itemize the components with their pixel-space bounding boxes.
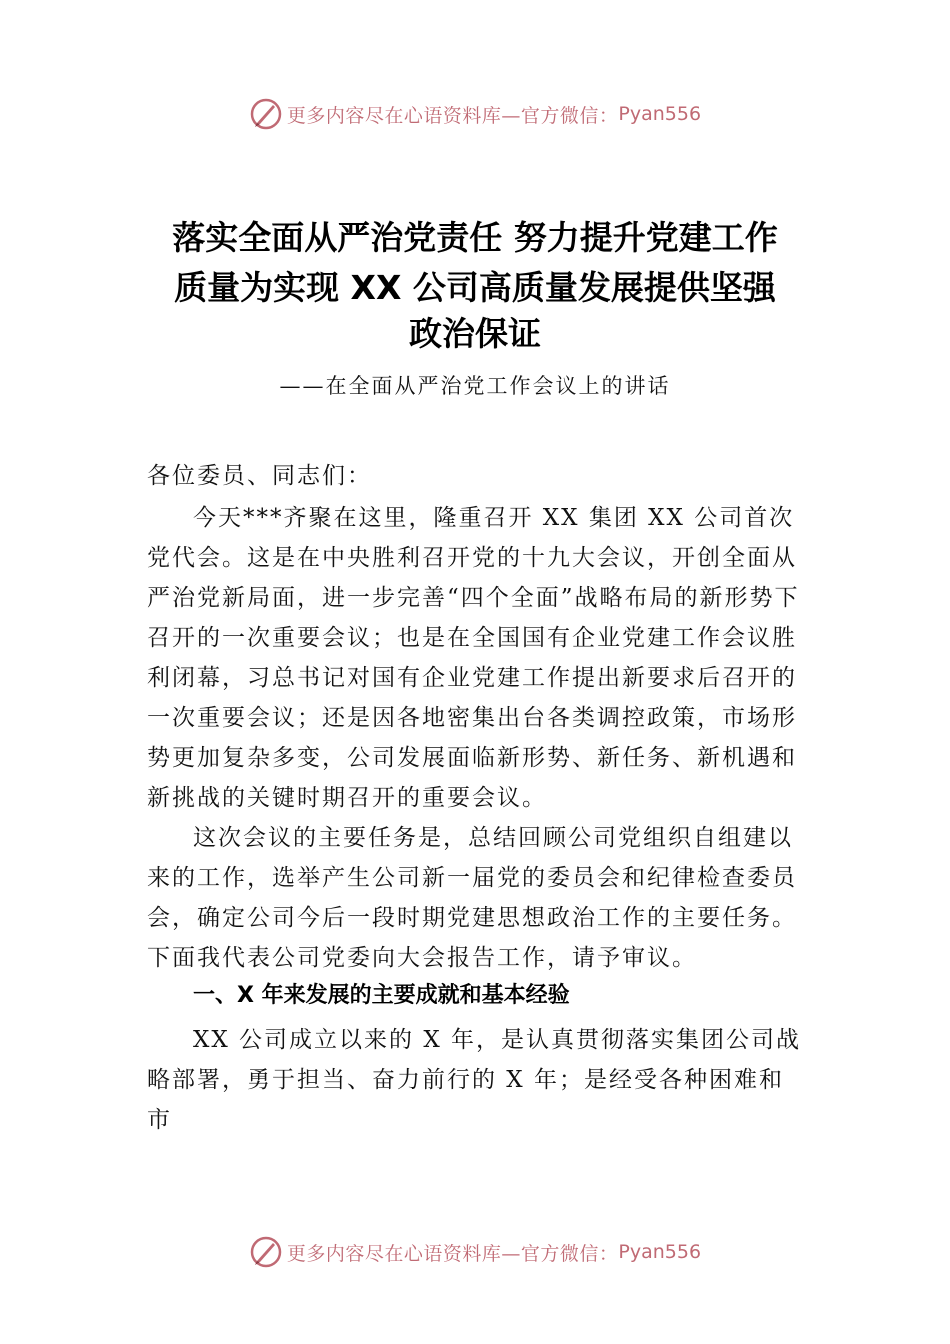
document-subtitle: ——在全面从严治党工作会议上的讲话 [279, 374, 671, 398]
quill-pen-logo-icon [249, 97, 283, 131]
quill-pen-logo-icon [249, 1235, 283, 1269]
paragraph-2: 这次会议的主要任务是，总结回顾公司党组织自组建以来的工作，选举产生公司新一届党的委员会和纪律检查委员会，确定公司今后一段时期党建思想政治工作的主要任务。下面我代表公司党委向大会报告工作，请予审议。 [147, 825, 797, 971]
watermark-banner-top [0, 94, 950, 134]
watermark-text: 更多内容尽在心语资料库—官方微信： [286, 1242, 619, 1265]
section-heading-1: 一、X 年来发展的主要成就和基本经验 [193, 983, 570, 1008]
watermark-text: 更多内容尽在心语资料库—官方微信： [286, 104, 619, 127]
wechat-id: Pyan556 [618, 103, 702, 125]
document-title-line3: 政治保证 [409, 314, 541, 353]
paragraph-1: 今天***齐聚在这里，隆重召开 XX 集团 XX 公司首次党代会。这是在中央胜利召开党的十九大会议，开创全面从严治党新局面，进一步完善“四个全面”战略布局的新形势下召开的一次重要会议；也是在全国国有企业党建工作会议胜利闭幕，习总书记对国有企业党建工作提出新要求后召开的一次重要会议；还是因各地密集出台各类调控政策，市场形势更加复杂多变，公司发展面临新形势、新任务、新机遇和新挑战的关键时期召开的重要会议。 [147, 505, 800, 811]
watermark-banner-bottom [0, 1232, 950, 1272]
wechat-id: Pyan556 [618, 1241, 702, 1263]
paragraph-3: XX 公司成立以来的 X 年，是认真贯彻落实集团公司战略部署，勇于担当、奋力前行的 X 年；是经受各种困难和市 [147, 1027, 802, 1133]
document-title-line1: 落实全面从严治党责任 努力提升党建工作 [172, 218, 778, 257]
salutation: 各位委员、同志们： [147, 463, 372, 489]
document-title-line2: 质量为实现 XX 公司高质量发展提供坚强 [174, 268, 776, 307]
